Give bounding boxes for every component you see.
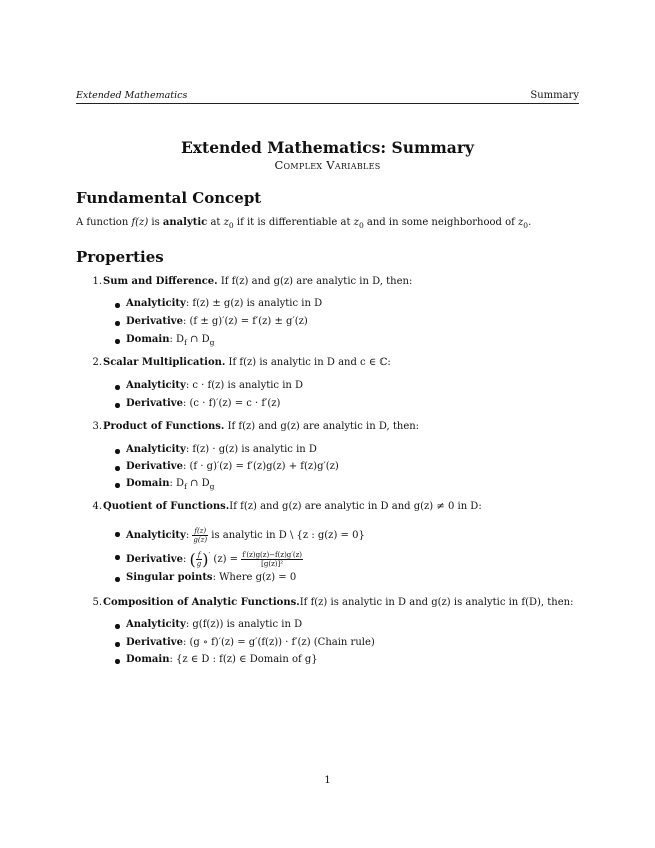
bullet-text: : (f ± g)′(z) = f′(z) ± g′(z) [182,316,308,327]
def-z0-b-sub: 0 [358,221,364,230]
paren-close: ) [202,550,209,569]
item-body: If f(z) and g(z) are analytic in D, then: [224,421,420,432]
item-title: Composition of Analytic Functions. [103,597,300,608]
def-analytic: analytic [162,217,208,228]
section-heading-fundamental: Fundamental Concept [76,189,262,207]
item-text [103,276,412,287]
item-title: Product of Functions. [103,421,225,432]
bullet-text: : c · f(z) is analytic in D [185,380,304,391]
bullet-label: Domain [126,478,170,489]
bullet-text: : (c · f)′(z) = c · f′(z) [182,398,281,409]
item-body: If f(z) is analytic in D and c ∈ ℂ: [225,357,391,368]
bullet-text: : Where g(z) = 0 [212,572,297,583]
section-heading-properties: Properties [76,248,164,266]
bullet-text: : f(z) · g(z) is analytic in D [185,444,317,455]
bullet-dot [115,449,120,454]
document-title: Extended Mathematics: Summary [180,138,475,157]
running-header [76,88,579,104]
bullet-dot [115,659,120,664]
bullet-dot [115,303,120,308]
def-text-1: A function [76,217,132,228]
bullet-text: : {z ∈ D : f(z) ∈ Domain of g} [169,654,318,665]
bullet-sub: f [184,338,187,347]
bullet-pre: : [182,554,190,565]
item-title: Scalar Multiplication. [103,357,226,368]
bullet-dot [115,532,120,537]
bullet-dot [115,321,120,326]
bullet-dot [115,577,120,582]
item-number: 4. [92,501,102,512]
fraction-numerator: f [197,551,201,559]
fraction-denominator: [g(z)]² [261,560,284,568]
def-end: . [528,217,532,228]
item-number: 1. [92,276,102,287]
item-number: 3. [92,421,102,432]
item-body: If f(z) and g(z) are analytic in D, then: [217,276,413,287]
bullet-label: Domain [126,654,170,665]
bullet-label: Analyticity [126,444,186,455]
bullet-sub: g [209,482,215,491]
bullet-mid: ∩ D [186,478,210,489]
item-text [103,357,391,368]
bullet-sub: g [209,338,215,347]
item-number: 5. [92,597,102,608]
bullet-label: Derivative [126,461,183,472]
def-z0-c-sub: 0 [523,221,529,230]
def-text-3: at [207,217,224,228]
fraction-numerator: f(z) [194,527,207,535]
def-z0-b: z [353,217,359,228]
item-number: 2. [92,357,102,368]
fraction-denominator: g(z) [193,536,208,544]
bullet-mid: ∩ D [186,334,210,345]
paren-open: ( [189,550,196,569]
fraction-numerator: f′(z)g(z)−f(z)g′(z) [242,551,303,559]
bullet-text: : f(z) ± g(z) is analytic in D [185,298,323,309]
def-text-2: is [148,217,163,228]
bullet-mid: (z) = [210,554,242,565]
item-title: Sum and Difference. [103,276,218,287]
bullet-label: Domain [126,334,170,345]
fraction [241,551,303,568]
bullet-text: : D [169,334,185,345]
bullet-dot [115,483,120,488]
bullet-dot [115,466,120,471]
def-func: f(z) [131,217,149,228]
item-text [103,501,482,512]
def-text-4: if it is differentiable at [233,217,354,228]
bullet-label: Analyticity [126,530,186,541]
bullet-label: Derivative [126,316,183,327]
bullet-dot [115,403,120,408]
definition-paragraph [76,216,579,233]
def-z0-c: z [518,217,524,228]
def-text-5: and in some neighborhood of [363,217,518,228]
bullet-dot [115,624,120,629]
bullet-dot [115,339,120,344]
item-title: Quotient of Functions. [103,501,230,512]
bullet-label: Derivative [126,398,183,409]
item-text [103,597,573,608]
fraction-denominator: g [196,560,202,568]
bullet-text: : (f · g)′(z) = f′(z)g(z) + f(z)g′(z) [182,461,339,472]
document-subtitle: Complex Variables [274,158,381,172]
bullet-label: Derivative [126,554,183,565]
bullet-label: Analyticity [126,619,186,630]
bullet-label: Singular points [126,572,213,583]
bullet-text: : D [169,478,185,489]
bullet-sub: f [184,482,187,491]
fraction [192,527,208,544]
bullet-text: is analytic in D \ {z : g(z) = 0} [208,530,365,541]
item-body: If f(z) and g(z) are analytic in D and g(z) ≠ 0 in D: [229,501,482,512]
bullet-label: Derivative [126,637,183,648]
def-z0-a: z [223,217,229,228]
header-rule [76,103,579,104]
bullet-label: Analyticity [126,298,186,309]
bullet-dot [115,555,120,560]
page-number: 1 [324,775,331,786]
bullet-text: : g(f(z)) is analytic in D [185,619,303,630]
bullet-dot [115,385,120,390]
bullet-label: Analyticity [126,380,186,391]
bullet-text: : (g ∘ f)′(z) = g′(f(z)) · f′(z) (Chain rule) [182,637,375,648]
item-body: If f(z) is analytic in D and g(z) is analytic in f(D), then: [299,597,574,608]
prime-mark: ′ [208,550,211,560]
item-text [103,421,419,432]
bullet-pre: : [185,530,193,541]
def-z0-a-sub: 0 [228,221,234,230]
header-right: Summary [530,90,579,101]
bullet-dot [115,642,120,647]
header-left: Extended Mathematics [76,90,188,101]
